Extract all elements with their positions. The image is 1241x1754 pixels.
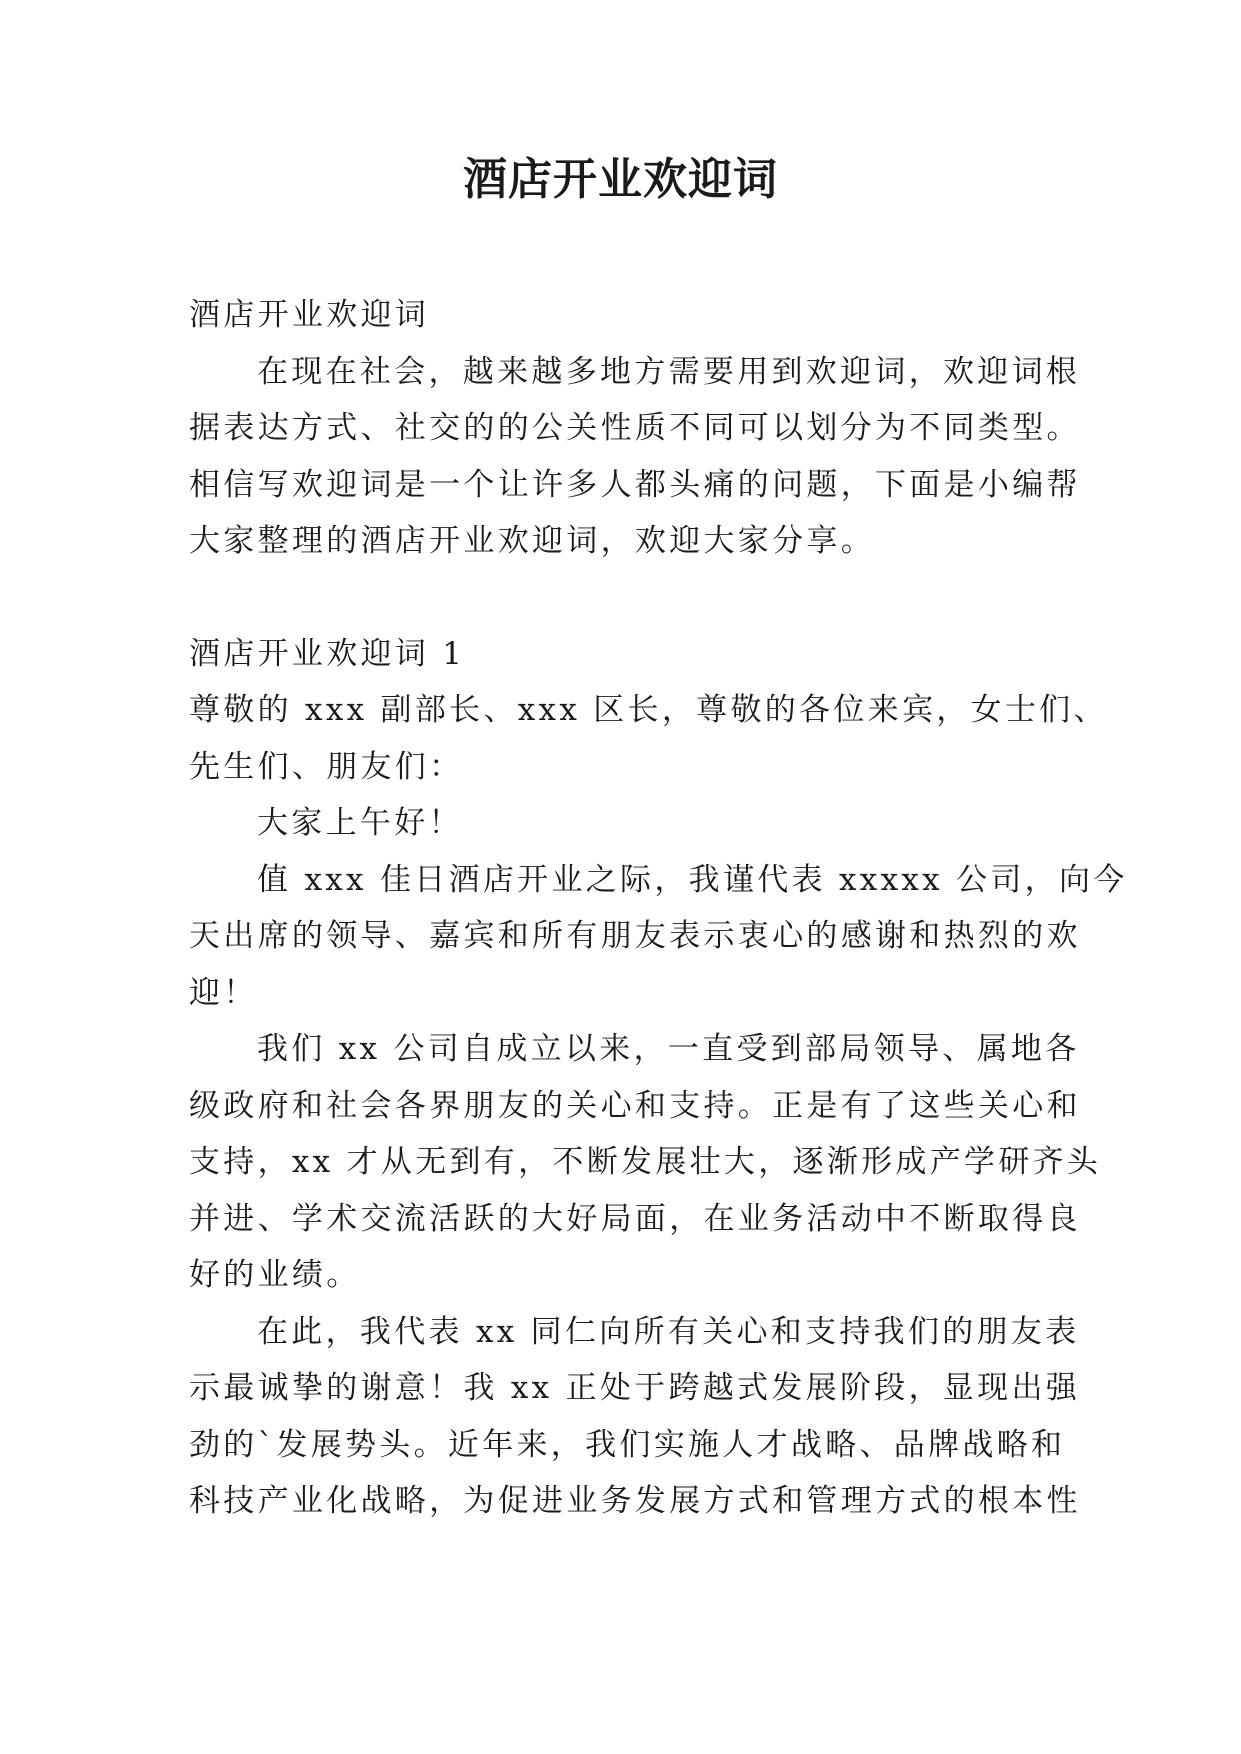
body-paragraph-line: 示最诚挚的谢意！我 xx 正处于跨越式发展阶段，显现出强 — [189, 1370, 1081, 1406]
document-body — [189, 287, 1128, 1530]
intro-paragraph-line: 相信写欢迎词是一个让许多人都头痛的问题，下面是小编帮 — [189, 466, 1081, 503]
document-title: 酒店开业欢迎词 — [463, 154, 778, 205]
body-paragraph-line: 在此，我代表 xx 同仁向所有关心和支持我们的朋友表 — [257, 1313, 1080, 1350]
subsection-heading: 酒店开业欢迎词 1 — [189, 635, 466, 672]
intro-paragraph-line: 大家整理的酒店开业欢迎词，欢迎大家分享。 — [189, 523, 875, 559]
body-paragraph-line: 我们 xx 公司自成立以来，一直受到部局领导、属地各 — [257, 1031, 1080, 1067]
intro-paragraph-line: 据表达方式、社交的的公关性质不同可以划分为不同类型。 — [189, 410, 1081, 446]
salutation-line: 尊敬的 xxx 副部长、xxx 区长，尊敬的各位来宾，女士们、 — [189, 692, 1108, 728]
section-heading: 酒店开业欢迎词 — [189, 297, 430, 333]
intro-paragraph-line: 在现在社会，越来越多地方需要用到欢迎词，欢迎词根 — [257, 353, 1081, 390]
body-paragraph-line: 劲的`发展势头。近年来，我们实施人才战略、品牌战略和 — [189, 1426, 1066, 1463]
body-paragraph-line: 并进、学术交流活跃的大好局面，在业务活动中不断取得良 — [189, 1200, 1081, 1237]
paragraph-spacer — [189, 570, 1055, 626]
greeting-line: 大家上午好！ — [257, 805, 463, 841]
body-paragraph-line: 迎！ — [189, 974, 258, 1011]
body-paragraph-line: 级政府和社会各界朋友的关心和支持。正是有了这些关心和 — [189, 1087, 1081, 1124]
body-paragraph-line: 值 xxx 佳日酒店开业之际，我谨代表 xxxxx 公司，向今 — [257, 861, 1128, 898]
body-paragraph-line: 支持，xx 才从无到有，不断发展壮大，逐渐形成产学研齐头 — [189, 1144, 1102, 1180]
body-paragraph-line: 天出席的领导、嘉宾和所有朋友表示衷心的感谢和热烈的欢 — [189, 918, 1081, 954]
salutation-line: 先生们、朋友们： — [189, 748, 464, 785]
body-paragraph-line: 好的业绩。 — [189, 1257, 361, 1293]
body-paragraph-line: 科技产业化战略，为促进业务发展方式和管理方式的根本性 — [189, 1483, 1081, 1519]
